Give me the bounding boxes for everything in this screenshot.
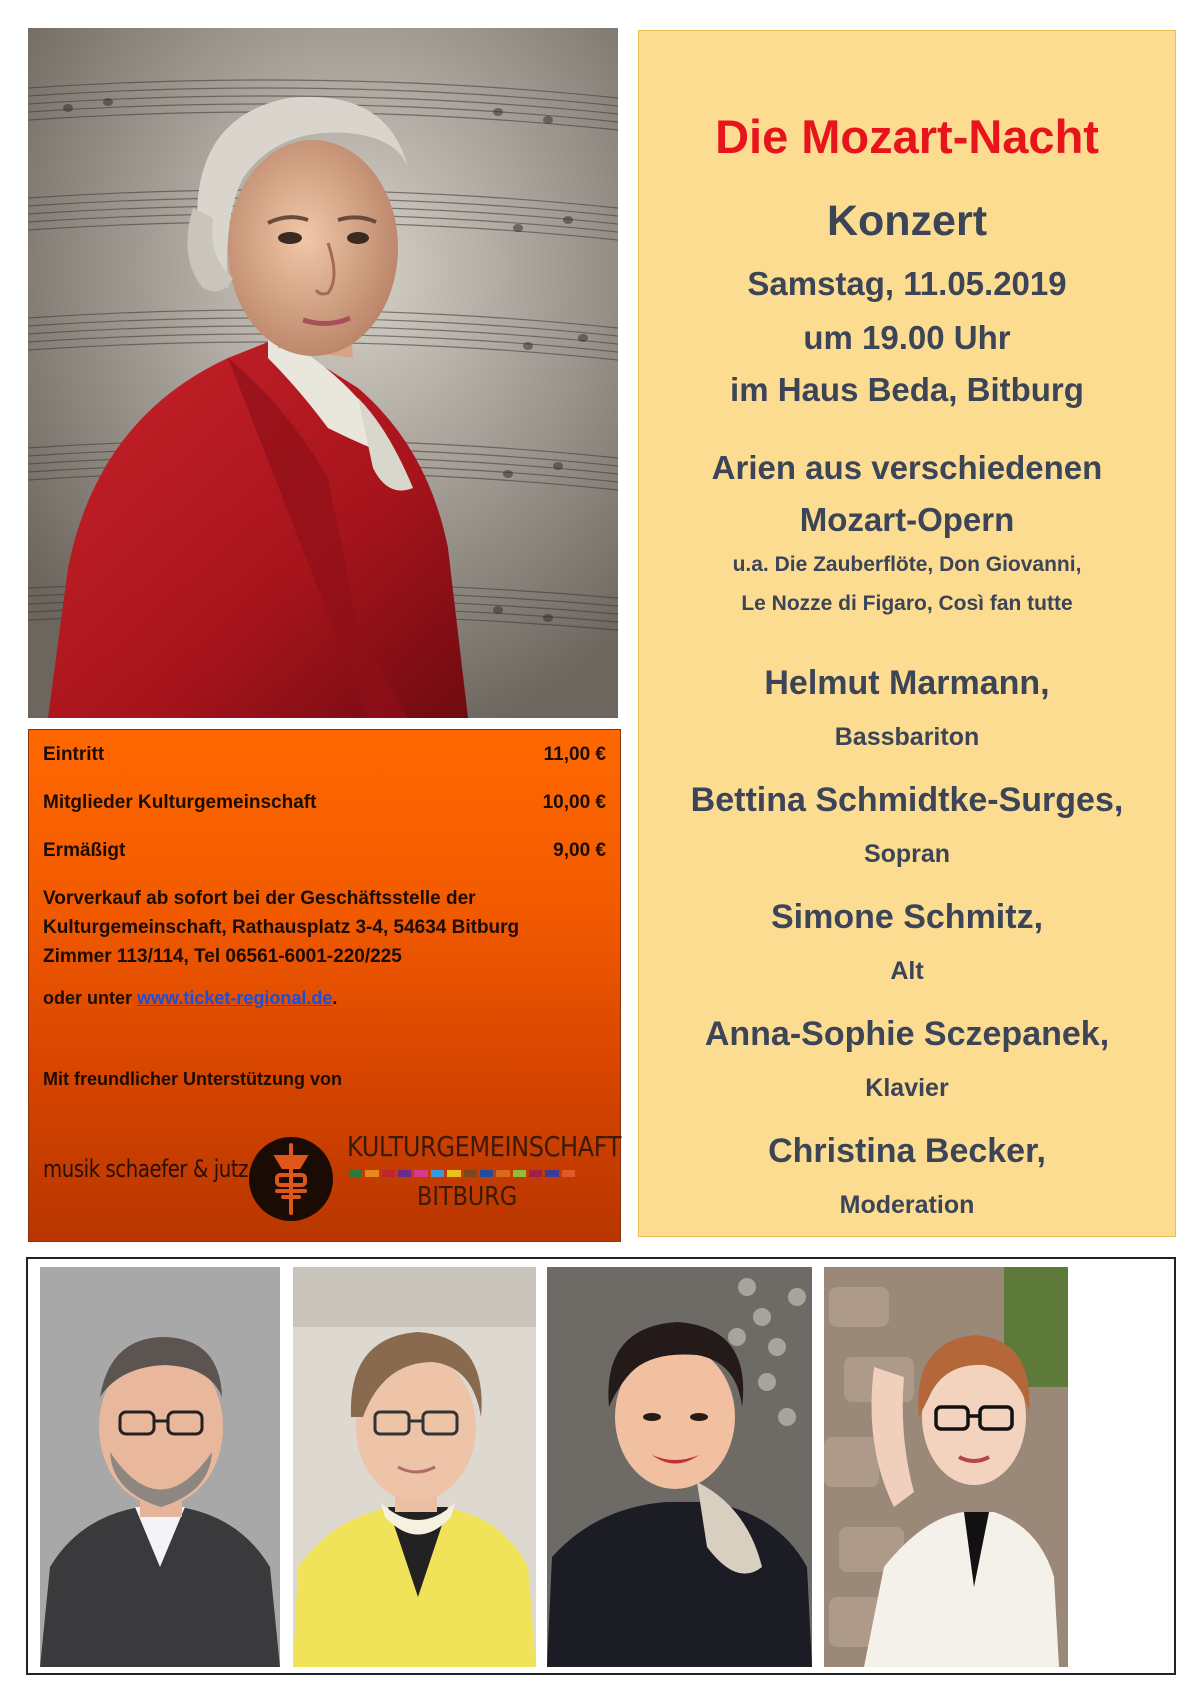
performer-role: Bassbariton xyxy=(834,723,980,751)
performer-name: Bettina Schmidtke-Surges, xyxy=(690,781,1124,819)
ticket-price: 9,00 € xyxy=(553,840,606,861)
trumpet-logo-icon xyxy=(247,1135,335,1223)
ticket-label: Mitglieder Kulturgemeinschaft xyxy=(43,792,317,813)
support-line: Mit freundlicher Unterstützung von xyxy=(43,1069,342,1089)
color-bar-segment xyxy=(513,1170,526,1177)
kulturgemeinschaft-logo-city: BITBURG xyxy=(417,1182,518,1212)
operas-line-1: u.a. Die Zauberflöte, Don Giovanni, xyxy=(732,553,1082,576)
color-bar-segment xyxy=(545,1170,558,1177)
performer-photo xyxy=(824,1267,1068,1667)
performer-role: Moderation xyxy=(839,1191,975,1219)
event-time: um 19.00 Uhr xyxy=(803,319,1011,356)
ticket-price: 10,00 € xyxy=(542,792,606,813)
program-line-2: Mozart-Opern xyxy=(799,501,1015,538)
event-subtitle: Konzert xyxy=(826,197,988,245)
mozart-portrait-image xyxy=(28,28,618,718)
event-date: Samstag, 11.05.2019 xyxy=(747,265,1067,302)
color-bar-segment xyxy=(398,1170,411,1177)
performer-photo xyxy=(293,1267,536,1667)
performer-photo-strip xyxy=(26,1257,1176,1675)
ticket-label: Eintritt xyxy=(43,744,105,765)
kulturgemeinschaft-logo-title: KULTURGEMEINSCHAFT xyxy=(347,1130,621,1163)
color-bar-segment xyxy=(349,1170,362,1177)
color-bar-segment xyxy=(529,1170,542,1177)
ticket-label: Ermäßigt xyxy=(43,840,126,861)
musik-schaefer-jutz-logo-text: musik schaefer & jutz xyxy=(43,1155,249,1183)
ticket-info-panel xyxy=(28,729,621,1242)
online-suffix: . xyxy=(332,988,338,1008)
color-bar-segment xyxy=(365,1170,378,1177)
color-bar-segment xyxy=(562,1170,575,1177)
online-purchase-line xyxy=(43,988,337,1009)
event-venue: im Haus Beda, Bitburg xyxy=(730,371,1084,408)
color-bar-segment xyxy=(464,1170,477,1177)
presale-line-3: Zimmer 113/114, Tel 06561-6001-220/225 xyxy=(43,946,402,967)
program-line-1: Arien aus verschiedenen xyxy=(711,449,1103,486)
performer-photo xyxy=(547,1267,812,1667)
ticket-price: 11,00 € xyxy=(543,744,606,765)
performer-name: Anna-Sophie Sczepanek, xyxy=(704,1015,1110,1053)
performer-name: Christina Becker, xyxy=(768,1132,1046,1170)
performer-name: Helmut Marmann, xyxy=(764,664,1050,702)
ticket-regional-link[interactable]: www.ticket-regional.de xyxy=(137,988,333,1008)
color-bar-segment xyxy=(414,1170,427,1177)
kulturgemeinschaft-color-bar xyxy=(349,1170,575,1177)
performer-role: Klavier xyxy=(865,1074,949,1102)
color-bar-segment xyxy=(431,1170,444,1177)
presale-line-1: Vorverkauf ab sofort bei der Geschäftsstelle der xyxy=(43,888,476,909)
color-bar-segment xyxy=(382,1170,395,1177)
performer-role: Alt xyxy=(890,957,924,985)
presale-line-2: Kulturgemeinschaft, Rathausplatz 3-4, 54634 Bitburg xyxy=(43,917,520,938)
performer-name: Simone Schmitz, xyxy=(770,898,1044,936)
color-bar-segment xyxy=(480,1170,493,1177)
performer-photo xyxy=(40,1267,280,1667)
color-bar-segment xyxy=(496,1170,509,1177)
event-info-panel xyxy=(638,30,1176,1237)
online-prefix: oder unter xyxy=(43,988,138,1008)
event-title: Die Mozart-Nacht xyxy=(715,110,1099,163)
mozart-portrait-drawing xyxy=(28,28,618,718)
performer-role: Sopran xyxy=(863,840,951,868)
color-bar-segment xyxy=(447,1170,460,1177)
operas-line-2: Le Nozze di Figaro, Così fan tutte xyxy=(741,592,1073,615)
